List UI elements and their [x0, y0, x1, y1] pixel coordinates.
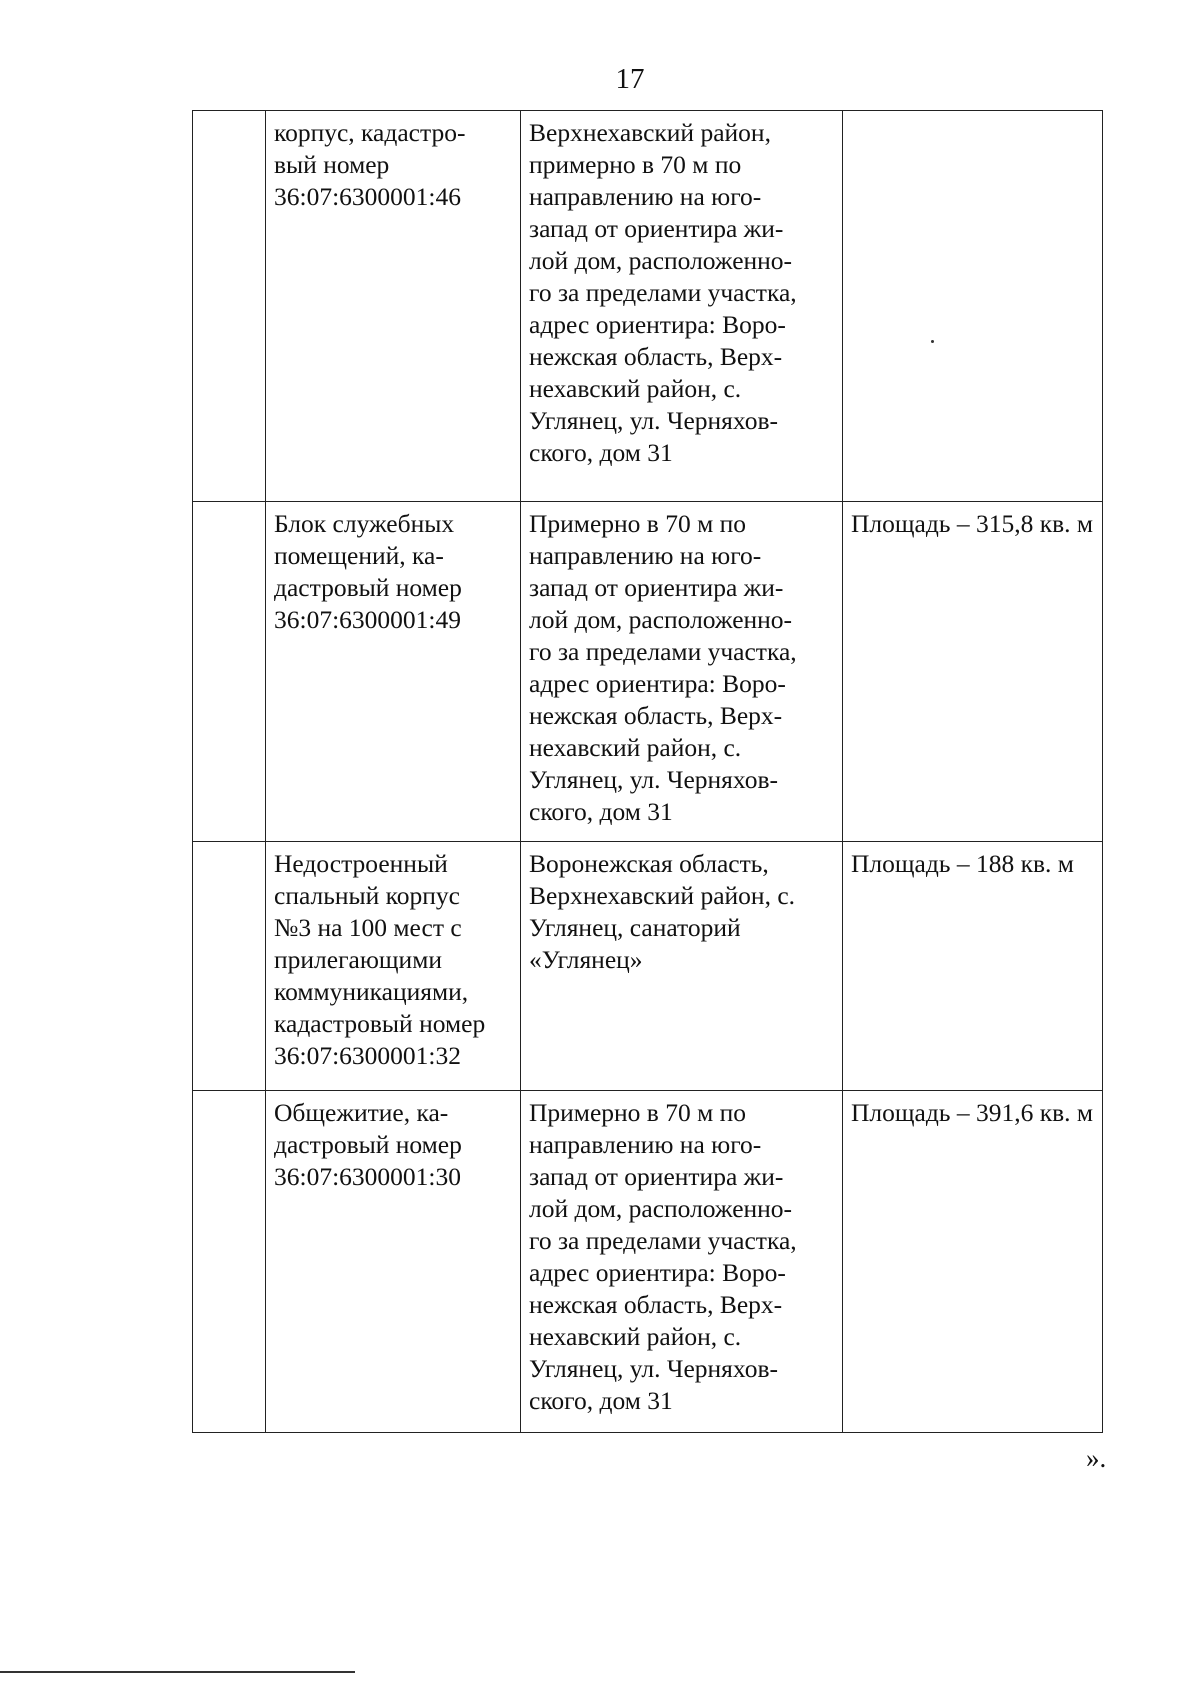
- page-number: 17: [615, 63, 645, 95]
- address-line: лой дом, расположенно-: [529, 605, 793, 634]
- object-name-cell: [266, 842, 521, 1091]
- object-name-line: вый номер: [274, 150, 390, 179]
- address-line: запад от ориентира жи-: [529, 1162, 784, 1191]
- table-row: [193, 842, 1103, 1091]
- object-name-line: коммуникациями,: [274, 977, 469, 1006]
- row-number-cell: [193, 502, 266, 842]
- property-table: [192, 110, 1103, 1433]
- object-name-line: корпус, кадастро-: [274, 118, 466, 147]
- closing-quote: ».: [1086, 1443, 1107, 1473]
- address-line: Углянец, ул. Черняхов-: [529, 406, 778, 435]
- address-cell: [521, 1091, 843, 1433]
- address-cell: [521, 111, 843, 502]
- address-cell: [521, 502, 843, 842]
- address-line: направлению на юго-: [529, 182, 762, 211]
- footer-rule: [0, 1671, 355, 1673]
- object-name-line: Блок служебных: [274, 509, 455, 538]
- object-name-line: дастровый номер: [274, 1130, 462, 1159]
- address-line: Углянец, ул. Черняхов-: [529, 765, 778, 794]
- address-line: ского, дом 31: [529, 1386, 673, 1415]
- object-name-cell: [266, 1091, 521, 1433]
- table-row: [193, 1091, 1103, 1433]
- address-line: нехавский район, с.: [529, 733, 742, 762]
- address-line: Верхнехавский район,: [529, 118, 771, 147]
- area-cell: [843, 502, 1103, 842]
- object-name-line: Недостроенный: [274, 849, 448, 878]
- object-name-line: №3 на 100 мест с: [274, 913, 462, 942]
- row-number-cell: [193, 111, 266, 502]
- area-cell: [843, 1091, 1103, 1433]
- address-line: Воронежская область,: [529, 849, 769, 878]
- address-line: го за пределами участка,: [529, 1226, 797, 1255]
- object-name-line: Общежитие, ка-: [274, 1098, 449, 1127]
- object-name-cell: [266, 502, 521, 842]
- address-line: нехавский район, с.: [529, 1322, 742, 1351]
- address-line: нежская область, Верх-: [529, 342, 783, 371]
- address-line: направлению на юго-: [529, 541, 762, 570]
- address-line: нежская область, Верх-: [529, 1290, 783, 1319]
- address-line: запад от ориентира жи-: [529, 214, 784, 243]
- address-line: Примерно в 70 м по: [529, 1098, 746, 1127]
- object-name-line: 36:07:6300001:46: [274, 182, 462, 211]
- object-name-line: помещений, ка-: [274, 541, 444, 570]
- address-line: «Углянец»: [529, 945, 643, 974]
- object-name-line: спальный корпус: [274, 881, 460, 910]
- object-name-line: 36:07:6300001:49: [274, 605, 462, 634]
- address-line: Углянец, ул. Черняхов-: [529, 1354, 778, 1383]
- area-text: Площадь – 391,6 кв. м: [851, 1098, 1094, 1127]
- address-line: адрес ориентира: Воро-: [529, 310, 786, 339]
- scan-speck: [931, 340, 934, 343]
- address-line: адрес ориентира: Воро-: [529, 669, 786, 698]
- object-name-line: прилегающими: [274, 945, 442, 974]
- area-text: Площадь – 188 кв. м: [851, 849, 1074, 878]
- object-name-line: 36:07:6300001:32: [274, 1041, 462, 1070]
- address-line: примерно в 70 м по: [529, 150, 742, 179]
- address-line: лой дом, расположенно-: [529, 246, 793, 275]
- address-line: го за пределами участка,: [529, 278, 797, 307]
- row-number-cell: [193, 842, 266, 1091]
- address-line: нехавский район, с.: [529, 374, 742, 403]
- address-line: адрес ориентира: Воро-: [529, 1258, 786, 1287]
- object-name-line: кадастровый номер: [274, 1009, 486, 1038]
- table-row: [193, 111, 1103, 502]
- address-line: ского, дом 31: [529, 438, 673, 467]
- address-line: Углянец, санаторий: [529, 913, 741, 942]
- object-name-cell: [266, 111, 521, 502]
- address-line: направлению на юго-: [529, 1130, 762, 1159]
- table-row: [193, 502, 1103, 842]
- address-line: запад от ориентира жи-: [529, 573, 784, 602]
- area-cell: [843, 842, 1103, 1091]
- area-cell: [843, 111, 1103, 502]
- object-name-line: 36:07:6300001:30: [274, 1162, 462, 1191]
- address-line: ского, дом 31: [529, 797, 673, 826]
- area-text: Площадь – 315,8 кв. м: [851, 509, 1094, 538]
- address-line: го за пределами участка,: [529, 637, 797, 666]
- address-line: Примерно в 70 м по: [529, 509, 746, 538]
- address-line: нежская область, Верх-: [529, 701, 783, 730]
- address-line: Верхнехавский район, с.: [529, 881, 796, 910]
- address-line: лой дом, расположенно-: [529, 1194, 793, 1223]
- row-number-cell: [193, 1091, 266, 1433]
- object-name-line: дастровый номер: [274, 573, 462, 602]
- address-cell: [521, 842, 843, 1091]
